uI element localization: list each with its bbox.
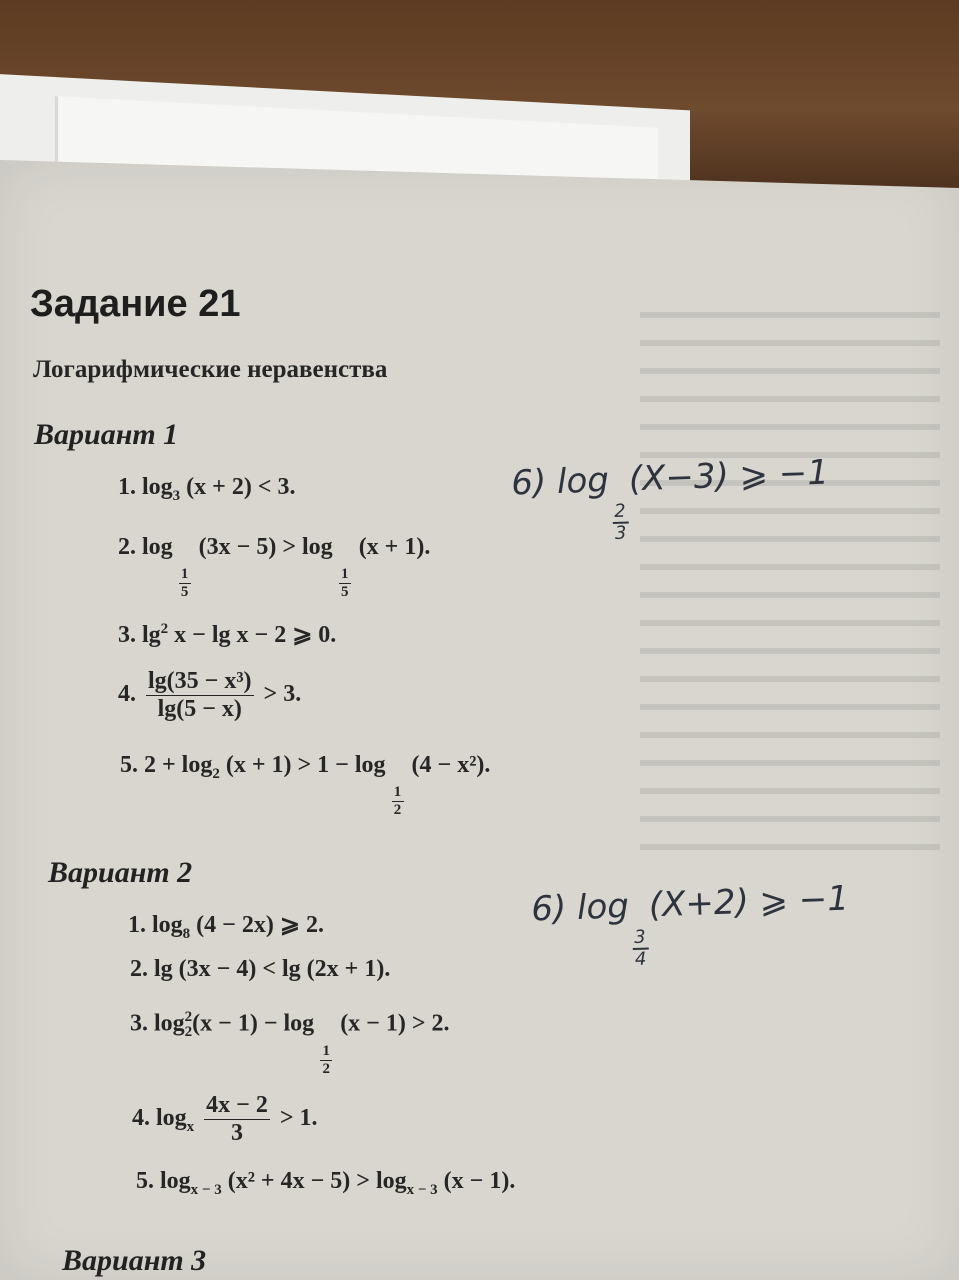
- log-power-base: 2 2: [184, 1009, 193, 1040]
- v2-task-5: [136, 1168, 515, 1199]
- log-base: 8: [182, 925, 191, 942]
- task-expression: (x + 1).: [358, 534, 431, 560]
- v1-task-2: [118, 534, 430, 600]
- fraction-denominator: 3: [231, 1120, 244, 1146]
- v1-task-1: [118, 474, 296, 505]
- bleed-through-text: [640, 290, 940, 890]
- task-number: 4.: [132, 1105, 150, 1132]
- handwritten-task-6-v1: 6) log $\frac{2}{3}$ (X−3) ⩾ −1: [510, 452, 830, 544]
- variant-3-heading: Вариант 3: [62, 1244, 207, 1277]
- v1-task-5: [120, 752, 490, 818]
- task-lg: lg: [142, 622, 161, 648]
- task-expression: (4 − x²).: [411, 752, 491, 778]
- variant-2-heading: Вариант 2: [48, 856, 193, 889]
- section-subtitle: Логарифмические неравенства: [33, 356, 388, 383]
- task-log: log: [142, 534, 173, 560]
- fraction-denominator: lg(5 − x): [157, 696, 242, 722]
- task-fraction: [204, 1092, 270, 1147]
- fraction-numerator: lg(35 − x³): [148, 668, 252, 694]
- log-base: 3: [172, 487, 181, 504]
- v2-task-1: [128, 910, 324, 943]
- task-expression: (x + 2) < 3.: [180, 474, 296, 500]
- variant-1-heading: Вариант 1: [34, 418, 179, 451]
- task-number: 1.: [128, 912, 146, 938]
- task-log: log: [142, 474, 173, 500]
- task-expression: (x + 1) > 1 − log: [219, 752, 386, 778]
- handwritten-task-6-v2: 6) log $\frac{3}{4}$ (X+2) ⩾ −1: [530, 878, 850, 970]
- v1-task-4: [118, 668, 301, 723]
- task-number: 5.: [120, 752, 138, 778]
- v2-task-3: [130, 1010, 450, 1077]
- task-number: 3.: [118, 622, 136, 648]
- task-expression: x − lg x − 2 ⩾ 0.: [168, 622, 337, 648]
- task-log: log: [152, 912, 183, 938]
- task-expression: > 3.: [263, 681, 302, 708]
- task-expression: (x − 1).: [437, 1168, 516, 1194]
- task-log: log: [156, 1105, 187, 1132]
- task-number: 3.: [130, 1010, 148, 1037]
- task-log: log: [154, 1010, 185, 1037]
- task-expression: (3x − 5) > log: [198, 534, 333, 560]
- v2-task-2: [130, 956, 390, 983]
- task-expression: (x − 1) − log: [192, 1010, 315, 1037]
- power: 2: [160, 621, 169, 637]
- v1-task-3: [118, 620, 336, 649]
- task-number: 4.: [118, 681, 136, 708]
- page-title: Задание 21: [30, 283, 241, 325]
- log-base: 2: [212, 765, 220, 782]
- task-expression: lg (3x − 4) < lg (2x + 1).: [154, 956, 391, 982]
- task-number: 2.: [118, 534, 136, 560]
- task-log: 2 + log: [144, 752, 213, 778]
- log-base: x − 3: [190, 1181, 222, 1198]
- task-expression: (x² + 4x − 5) > log: [221, 1168, 407, 1194]
- task-expression: (4 − 2x) ⩾ 2.: [190, 912, 324, 938]
- v2-task-4: [132, 1092, 318, 1147]
- log-base: x: [186, 1118, 195, 1135]
- log-base: x − 3: [406, 1181, 438, 1198]
- fraction-numerator: 4x − 2: [206, 1092, 268, 1118]
- task-number: 5.: [136, 1168, 154, 1194]
- task-log: log: [160, 1168, 191, 1194]
- task-number: 2.: [130, 956, 148, 982]
- log-base-fraction: $\frac{1}{2}$: [320, 1044, 332, 1077]
- log-base-fraction: $\frac{1}{2}$: [392, 785, 404, 818]
- log-base-fraction: $\frac{1}{5}$: [179, 567, 191, 600]
- task-expression: > 1.: [279, 1105, 318, 1132]
- task-expression: (x − 1) > 2.: [340, 1010, 450, 1037]
- log-base-fraction: $\frac{1}{5}$: [339, 567, 351, 600]
- task-number: 1.: [118, 474, 136, 500]
- task-fraction: [146, 668, 254, 723]
